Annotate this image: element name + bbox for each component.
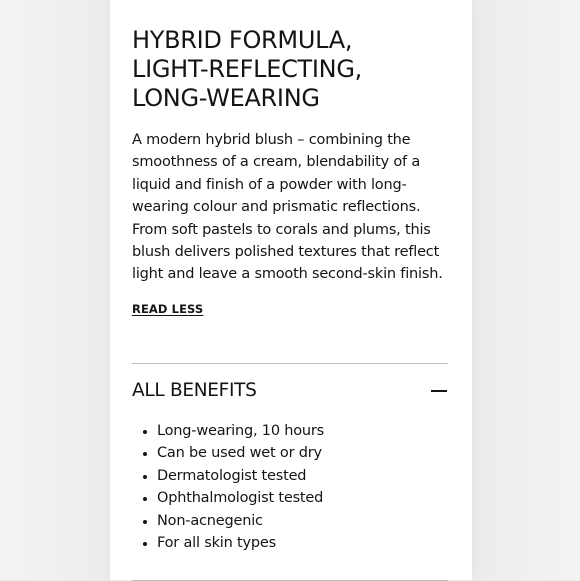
product-headline bbox=[132, 26, 448, 113]
minus-icon[interactable] bbox=[431, 390, 447, 392]
bullet-icon bbox=[143, 475, 147, 479]
bullet-icon bbox=[143, 542, 147, 546]
benefit-item bbox=[132, 442, 448, 465]
benefit-text: Non-acnegenic bbox=[157, 512, 263, 529]
all-benefits-title: ALL BENEFITS bbox=[132, 380, 257, 402]
product-description: A modern hybrid blush – combining the smoothness of a cream, blendability of a liquid and finish of a powder with long-wearing colour and prismatic reflections. From soft pastels to corals and plums, this blush delivers polished textures that reflect light and leave a smooth second-skin finish. bbox=[132, 132, 443, 283]
bullet-icon bbox=[143, 520, 147, 524]
benefit-text: Can be used wet or dry bbox=[157, 445, 322, 462]
benefit-item bbox=[132, 532, 448, 555]
benefits-list bbox=[132, 420, 448, 555]
bullet-icon bbox=[143, 452, 147, 456]
product-details-content bbox=[132, 26, 448, 581]
page-background-left bbox=[0, 0, 110, 580]
bullet-icon bbox=[143, 497, 147, 501]
benefit-text: Long-wearing, 10 hours bbox=[157, 422, 325, 439]
benefit-item bbox=[132, 510, 448, 533]
bullet-icon bbox=[143, 430, 147, 434]
benefit-text: Ophthalmologist tested bbox=[157, 490, 324, 507]
headline-line-2: LIGHT-REFLECTING, bbox=[132, 55, 362, 83]
product-details-panel bbox=[110, 0, 472, 580]
read-less-link[interactable]: READ LESS bbox=[132, 301, 204, 316]
headline-line-3: LONG-WEARING bbox=[132, 84, 320, 112]
benefit-item bbox=[132, 487, 448, 510]
headline-line-1: HYBRID FORMULA, bbox=[132, 26, 353, 54]
benefit-text: Dermatologist tested bbox=[157, 467, 307, 484]
benefit-item bbox=[132, 420, 448, 443]
benefit-item bbox=[132, 465, 448, 488]
page-background-right bbox=[472, 0, 580, 580]
all-benefits-accordion-header[interactable] bbox=[132, 364, 448, 418]
benefit-text: For all skin types bbox=[157, 535, 276, 552]
